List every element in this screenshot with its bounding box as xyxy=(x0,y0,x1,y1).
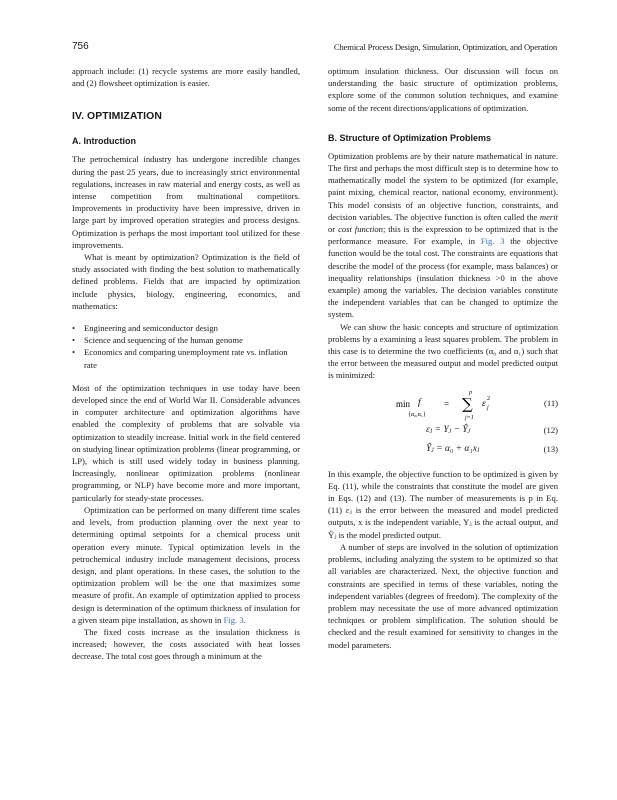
list-item: • Engineering and semiconductor design xyxy=(72,322,300,334)
page-header xyxy=(72,41,557,55)
paragraph-continued: approach include: (1) recycle systems are more easily handled, and (2) flowsheet optimization is easier. xyxy=(72,66,300,89)
list-item: • Economics and comparing unemployment rate vs. inflation rate xyxy=(72,346,300,370)
paragraph: The petrochemical industry has undergone incredible changes during the past 25 years, due to increasingly strict environmental regulations, increases in raw material and energy costs, as well as intense competition from multinational competitors. Improvements in productivity have been impressive, driven in large part by improved operation strategies and process designs. Optimization is perhaps the most important tool utilized for these improvements. xyxy=(72,154,300,250)
equation-12 xyxy=(328,422,558,441)
equation-13-formula: Ŷⱼ = α₀ + α₁xⱼ xyxy=(426,443,480,454)
eq-epsilon: ε xyxy=(482,398,486,409)
equation-13 xyxy=(328,441,558,460)
page-number: 756 xyxy=(72,41,89,52)
eq-epsilon-sub: j xyxy=(487,404,489,411)
paragraph: Most of the optimization techniques in use today have been developed since the end of World War II. Considerable advances in computer architecture and optimization algorithms have enabled the complexity of problems that are solvable via optimization to steadily increase. Initial work in the field centered on studying linear optimization problems (linear programming, or LP), which is still used widely today in business planning. Increasingly, nonlinear optimization problems (nonlinear programming, or NLP) have become more and more important, particularly for steady-state processes. xyxy=(72,382,300,503)
left-column xyxy=(72,65,300,663)
eq-min-subscript: {α₀,α₁} xyxy=(408,411,426,418)
equation-number: (13) xyxy=(543,443,558,454)
subsection-title: A. Introduction xyxy=(72,136,136,147)
subsection-title: B. Structure of Optimization Problems xyxy=(328,132,492,143)
equation-11-formula xyxy=(328,388,528,422)
eq-f: f xyxy=(418,397,421,408)
eq-sum-lower: j=1 xyxy=(465,414,474,421)
eq-sum-upper: p xyxy=(469,389,472,396)
right-column xyxy=(328,65,558,651)
paragraph: Optimization problems are by their nature mathematical in nature. The first and perhaps the most difficult step is to determine how to mathematically model the system to be optimized (for example, paint mixing, chemical reactor, national economy, environment). This model consists of an objective function, constraints, and decision variables. The objective function is often called the merit or cost function; this is the expression to be optimized that is the performance measure. For example, in Fig. 3 the objective function would be the total cost. The constraints are equations that describe the model of the process (for example, mass balances) or inequality relationships (insulation thickness >0 in the above example) among the variables. The decision variables constitute the independent variables that can be changed to optimize the system. xyxy=(328,150,558,320)
sum-symbol: ∑ xyxy=(462,394,473,413)
list-item: • Science and sequencing of the human genome xyxy=(72,334,300,346)
paragraph: A number of steps are involved in the solution of optimization problems, including analyzing the system to be optimized so that all variables are characterized. Next, the objective function and constraints are specified in terms of these variables, noting the independent variables (degrees of freedom). The complexity of the problem may necessitate the use of more advanced optimization techniques or problem simplification. The solution should be checked and the result examined for sensitivity to changes in the model parameters. xyxy=(328,541,558,650)
equation-number: (12) xyxy=(543,424,558,435)
paragraph: The fixed costs increase as the insulation thickness is increased; however, the costs associated with heat losses decrease. The total cost goes through a minimum at the xyxy=(72,626,300,662)
paragraph: Optimization can be performed on many different time scales and levels, from production planning over the next year to determining optimal setpoints for a chemical process unit operation every minute. Typical optimization levels in the petrochemical industry include management decisions, process design, and plant operations. In these cases, the solution to the optimization problem will be the one that maximizes some measure of profit. An example of optimization applied to process design is determination of the optimum thickness of insulation for a given steam pipe installation, as shown in Fig. 3. xyxy=(72,504,300,625)
paragraph: What is meant by optimization? Optimization is the field of study associated with finding the best solution to mathematically defined problems. Fields that are impacted by optimization include physics, biology, engineering, economics, and mathematics: xyxy=(72,252,300,311)
equation-number: (11) xyxy=(544,397,558,408)
paragraph: We can show the basic concepts and structure of optimization problems by a examining a least squares problem. The problem in this case is to determine the two coefficients (α₀ and α₁) such that the error between the measured output and model predicted output is minimized: xyxy=(328,321,558,381)
eq-epsilon-sup: 2 xyxy=(487,395,490,402)
eq-equals: = xyxy=(444,398,450,409)
paragraph-continued: optimum insulation thickness. Our discussion will focus on understanding the basic structure of optimization problems, explore some of the common solution techniques, and examine some of the recent directions/applications of optimization. xyxy=(328,66,558,113)
paragraph: In this example, the objective function to be optimized is given by Eq. (11), while the constraints that constitute the model are given in Eqs. (12) and (13). The number of measurements is p in Eq. (11) εⱼ is the error between the measured and model predicted outputs, x is the independent variable, Yⱼ is the actual output, and Ŷⱼ is the model predicted output. xyxy=(328,468,558,540)
bullet-list xyxy=(72,322,300,371)
eq-min: min xyxy=(396,398,411,409)
running-title: Chemical Process Design, Simulation, Optimization, and Operation xyxy=(333,42,557,52)
equation-12-formula: εⱼ = Yⱼ − Ŷⱼ xyxy=(426,424,471,435)
equation-11 xyxy=(328,388,558,422)
figure-link[interactable]: Fig. 3 xyxy=(223,614,244,625)
section-title: IV. OPTIMIZATION xyxy=(72,111,162,123)
figure-link[interactable]: Fig. 3 xyxy=(480,236,505,247)
